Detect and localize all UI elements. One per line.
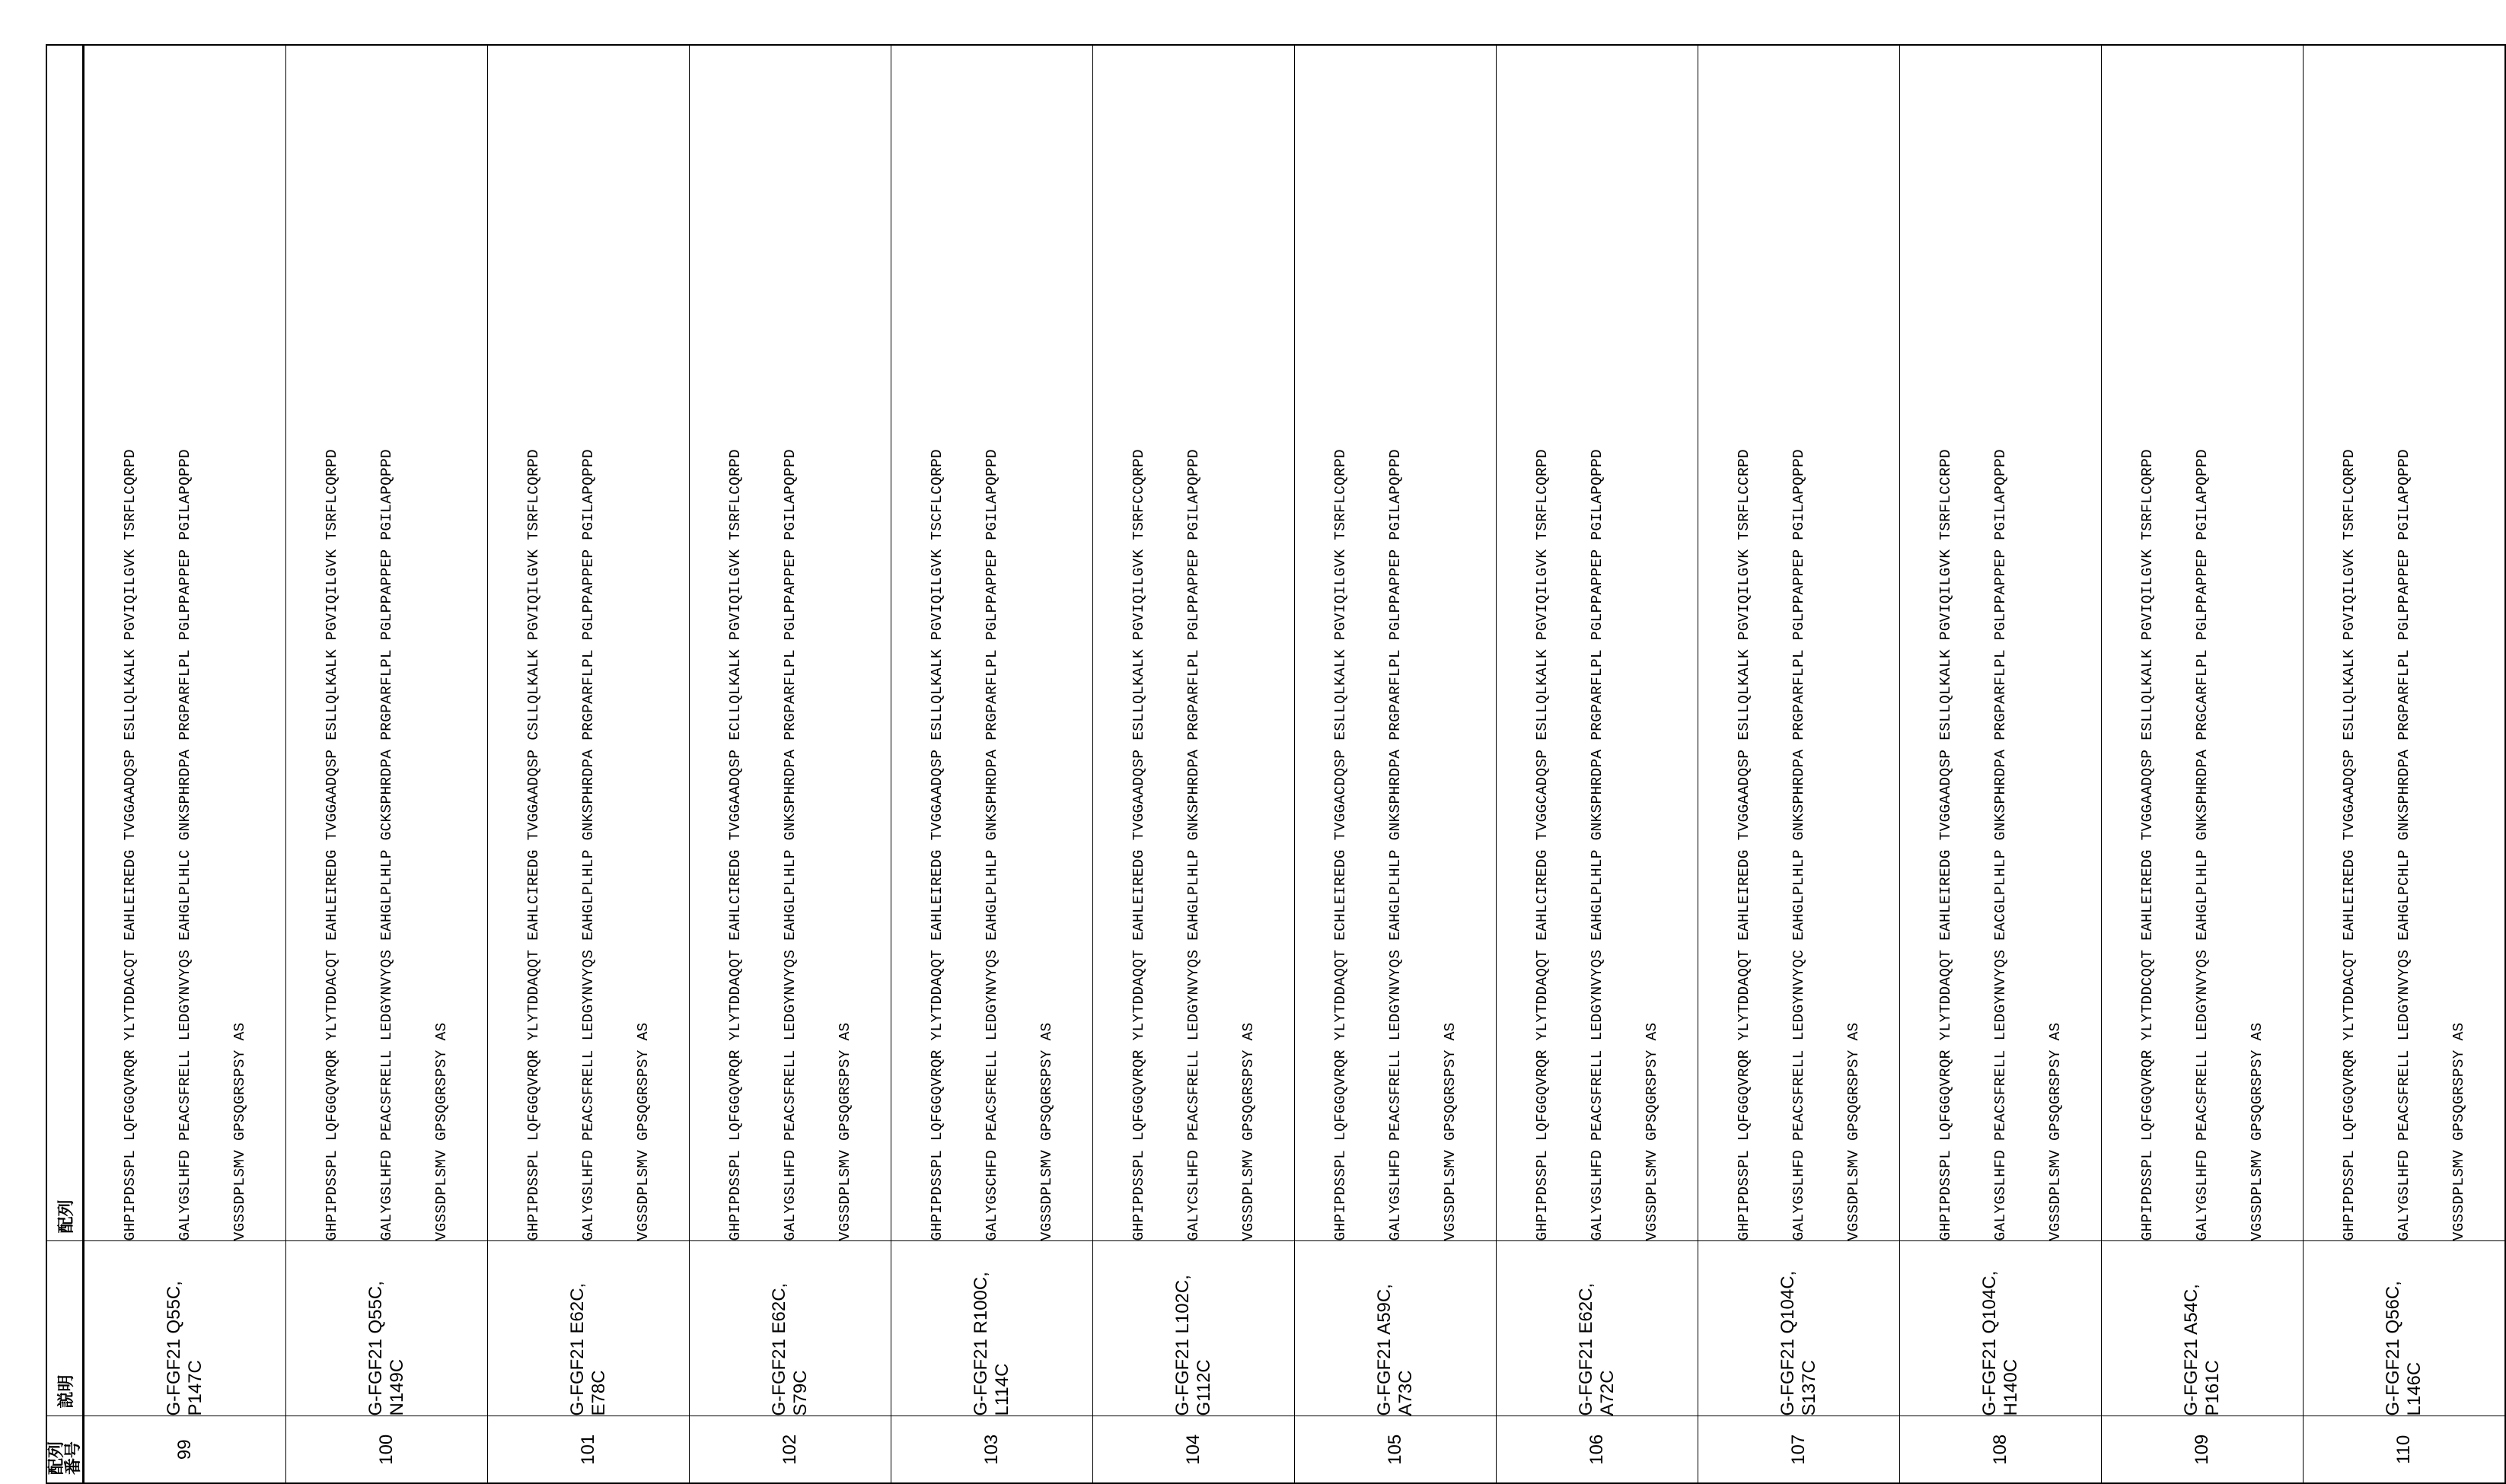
table-row (84, 45, 286, 1483)
sequence-number: 106 (1497, 1416, 1698, 1483)
sequence-number: 107 (1698, 1416, 1900, 1483)
description-line1: G-FGF21 R100C, (971, 1272, 991, 1416)
description (1497, 1241, 1698, 1416)
sequence-number: 104 (1093, 1416, 1295, 1483)
table-row (1093, 45, 1295, 1483)
sequence-line: GHPIPDSSPL LQFGGQVRQR YLYTDDACQT EAHLEIREDG TVGGAADQSP ESLLQLKALK PGVIQILGVK TSRFLCQRPD (122, 449, 139, 1241)
sequence-number: 99 (84, 1416, 286, 1483)
sequence-line: GALYGSLHFD PEACSFRELL LEDGYNVYQS EAHGLPLHLP GNKSPHRDPA PRGCARFLPL PGLPPAPPEP PGILAPQPPD (2194, 449, 2211, 1241)
sequence (690, 45, 891, 1241)
sequence-number: 109 (2102, 1416, 2304, 1483)
description (1093, 1241, 1295, 1416)
sequence-line: VGSSDPLSMV GPSQGRSPSY AS (1845, 1022, 1862, 1241)
sequence-line: GALYGSLHFD PEACSFRELL LEDGYNVYQS EAHGLPLHLP GNKSPHRDPA PRGPARFLPL PGLPPAPPEP PGILAPQPPD (782, 449, 799, 1241)
description-line2: L114C (992, 1363, 1012, 1416)
description-line1: G-FGF21 L102C, (1172, 1275, 1193, 1416)
description (1900, 1241, 2102, 1416)
sequence-line: GALYGSLHFD PEACSFRELL LEDGYNVYQS EAHGLPLHLP GNKSPHRDPA PRGPARFLPL PGLPPAPPEP PGILAPQPPD (1387, 449, 1404, 1241)
sequence (1497, 45, 1698, 1241)
sequence-line: VGSSDPLSMV GPSQGRSPSY AS (1038, 1022, 1055, 1241)
table-row (286, 45, 488, 1483)
table-row (488, 45, 690, 1483)
sequence-line: VGSSDPLSMV GPSQGRSPSY AS (1240, 1022, 1257, 1241)
table-body (84, 45, 2506, 1483)
sequence-number: 110 (2304, 1416, 2506, 1483)
sequence-line: VGSSDPLSMV GPSQGRSPSY AS (837, 1022, 853, 1241)
sequence (1698, 45, 1900, 1241)
description (1295, 1241, 1497, 1416)
sequence-line: VGSSDPLSMV GPSQGRSPSY AS (1442, 1022, 1459, 1241)
header-number-line1: 配列 (46, 1441, 65, 1475)
sequence-line: VGSSDPLSMV GPSQGRSPSY AS (433, 1022, 450, 1241)
sequence-line: VGSSDPLSMV GPSQGRSPSY AS (2249, 1022, 2265, 1241)
sequence-number: 102 (690, 1416, 891, 1483)
sequence-line: GHPIPDSSPL LQFGGQVRQR YLYTDDAQQT EAHLEIREDG TVGGAADQSP ESLLQLKALK PGVIQILGVK TSRFLCCRPD (1736, 449, 1752, 1241)
sequence-line: GALYGSLHFD PEACSFRELL LEDGYNVYQS EACGLPLHLP GNKSPHRDPA PRGPARFLPL PGLPPAPPEP PGILAPQPPD (1992, 449, 2009, 1241)
sequence-line: GHPIPDSSPL LQFGGQVRQR YLYTDDAQQT EAHLCIREDG TVGGCADQSP ESLLQLKALK PGVIQILGVK TSRFLCQRPD (1534, 449, 1551, 1241)
sequence (1295, 45, 1497, 1241)
sequence-line: GALYGSCHFD PEACSFRELL LEDGYNVYQS EAHGLPLHLP GNKSPHRDPA PRGPARFLPL PGLPPAPPEP PGILAPQPPD (984, 449, 1000, 1241)
sequence-line: VGSSDPLSMV GPSQGRSPSY AS (2047, 1022, 2064, 1241)
sequence-table (46, 44, 2506, 1484)
sequence-line: GHPIPDSSPL LQFGGQVRQR YLYTDDAQQT EAHLEIREDG TVGGAADQSP ESLLQLKALK PGVIQILGVK TSRFCCQRPD (1130, 449, 1147, 1241)
sequence-number: 108 (1900, 1416, 2102, 1483)
sequence-line: GALYGSLHFD PEACSFRELL LEDGYNVYQS EAHGLPCHLP GNKSPHRDPA PRGPARFLPL PGLPPAPPEP PGILAPQPPD (2396, 449, 2412, 1241)
table-row (891, 45, 1093, 1483)
description-line2: E78C (588, 1370, 609, 1416)
description-line1: G-FGF21 E62C, (567, 1282, 588, 1416)
sequence-line: VGSSDPLSMV GPSQGRSPSY AS (2450, 1022, 2467, 1241)
description (690, 1241, 891, 1416)
table-header (46, 45, 84, 1483)
description-line2: H140C (2001, 1358, 2021, 1416)
description (2102, 1241, 2304, 1416)
description (84, 1241, 286, 1416)
description-line2: A73C (1395, 1370, 1416, 1416)
table-row (1900, 45, 2102, 1483)
sequence-number: 105 (1295, 1416, 1497, 1483)
description-line2: L146C (2404, 1361, 2425, 1416)
sequence-line: GHPIPDSSPL LQFGGQVRQR YLYTDDACQT EAHLEIREDG TVGGAADQSP ESLLQLKALK PGVIQILGVK TSRFLCQRPD (324, 449, 340, 1241)
description-line2: G112C (1194, 1359, 1214, 1416)
description-line1: G-FGF21 E62C, (1576, 1282, 1596, 1416)
sequence-line: GHPIPDSSPL LQFGGQVRQR YLYTDDAQQT EAHLEIREDG TVGGAADQSP ESLLQLKALK PGVIQILGVK TSCFLCQRPD (929, 449, 945, 1241)
sequence-line: VGSSDPLSMV GPSQGRSPSY AS (231, 1022, 248, 1241)
sequence-line: GALYGSLHFD PEACSFRELL LEDGYNVYQS EAHGLPLHLP GNKSPHRDPA PRGPARFLPL PGLPPAPPEP PGILAPQPPD (1589, 449, 1605, 1241)
sequence-number: 100 (286, 1416, 488, 1483)
description (286, 1241, 488, 1416)
sequence (286, 45, 488, 1241)
rotated-document-page (46, 46, 2467, 1484)
sequence (2102, 45, 2304, 1241)
table-row (1295, 45, 1497, 1483)
description-line1: G-FGF21 Q55C, (365, 1281, 386, 1416)
sequence (84, 45, 286, 1241)
description-line2: N149C (387, 1358, 407, 1416)
sequence-number: 103 (891, 1416, 1093, 1483)
sequence (1093, 45, 1295, 1241)
sequence-number: 101 (488, 1416, 690, 1483)
sequence-line: VGSSDPLSMV GPSQGRSPSY AS (635, 1022, 652, 1241)
description-line1: G-FGF21 Q55C, (164, 1281, 184, 1416)
sequence-line: GHPIPDSSPL LQFGGQVRQR YLYTDDAQQT ECHLEIREDG TVGGACDQSP ESLLQLKALK PGVIQILGVK TSRFLCQRPD (1332, 449, 1349, 1241)
sequence-line: GHPIPDSSPL LQFGGQVRQR YLYTDDAQQT EAHLCIREDG TVGGAADQSP CSLLQLKALK PGVIQILGVK TSRFLCQRPD (525, 449, 542, 1241)
sequence-line: GALYCSLHFD PEACSFRELL LEDGYNVYQS EAHGLPLHLP GNKSPHRDPA PRGPARFLPL PGLPPAPPEP PGILAPQPPD (1185, 449, 1202, 1241)
header-sequence-number (46, 1416, 84, 1483)
table-row (1497, 45, 1698, 1483)
description (1698, 1241, 1900, 1416)
sequence-line: GALYGSLHFD PEACSFRELL LEDGYNVYQS EAHGLPLHLC GNKSPHRDPA PRGPARFLPL PGLPPAPPEP PGILAPQPPD (177, 449, 193, 1241)
description-line1: G-FGF21 Q104C, (1777, 1270, 1798, 1416)
sequence-line: GHPIPDSSPL LQFGGQVRQR YLYTDDAQQT EAHLEIREDG TVGGAADQSP ESLLQLKALK PGVIQILGVK TSRFLCCRPD (1937, 449, 1954, 1241)
sequence (2304, 45, 2506, 1241)
description-line2: S79C (790, 1370, 811, 1416)
description-line1: G-FGF21 E62C, (769, 1282, 789, 1416)
sequence-line: GHPIPDSSPL LQFGGQVRQR YLYTDDCQQT EAHLEIREDG TVGGAADQSP ESLLQLKALK PGVIQILGVK TSRFLCQRPD (2139, 449, 2156, 1241)
description (2304, 1241, 2506, 1416)
header-sequence: 配列 (46, 45, 84, 1241)
sequence-line: GALYGSLHFD PEACSFRELL LEDGYNVYQC EAHGLPLHLP GNKSPHRDPA PRGPARFLPL PGLPPAPPEP PGILAPQPPD (1790, 449, 1807, 1241)
sequence (488, 45, 690, 1241)
table-row (1698, 45, 1900, 1483)
sequence-line: GHPIPDSSPL LQFGGQVRQR YLYTDDACQT EAHLEIREDG TVGGAADQSP ESLLQLKALK PGVIQILGVK TSRFLCQRPD (2341, 449, 2358, 1241)
description-line2: S137C (1799, 1360, 1819, 1416)
sequence-line: VGSSDPLSMV GPSQGRSPSY AS (1644, 1022, 1660, 1241)
description-line1: G-FGF21 Q56C, (2383, 1281, 2403, 1416)
sequence (1900, 45, 2102, 1241)
sequence-line: GALYGSLHFD PEACSFRELL LEDGYNVYQS EAHGLPLHLP GCKSPHRDPA PRGPARFLPL PGLPPAPPEP PGILAPQPPD (378, 449, 395, 1241)
description-line1: G-FGF21 Q104C, (1979, 1270, 2000, 1416)
description-line1: G-FGF21 A54C, (2181, 1284, 2202, 1416)
sequence-line: GHPIPDSSPL LQFGGQVRQR YLYTDDAQQT EAHLCIREDG TVGGAADQSP ECLLQLKALK PGVIQILGVK TSRFLCQRPD (727, 449, 744, 1241)
description (891, 1241, 1093, 1416)
description-line2: P147C (185, 1360, 206, 1416)
sequence-line: GALYGSLHFD PEACSFRELL LEDGYNVYQS EAHGLPLHLP GNKSPHRDPA PRGPARFLPL PGLPPAPPEP PGILAPQPPD (580, 449, 597, 1241)
table-row (2304, 45, 2506, 1483)
description (488, 1241, 690, 1416)
description-line2: P161C (2202, 1360, 2223, 1416)
description-line1: G-FGF21 A59C, (1374, 1284, 1395, 1416)
header-description: 説明 (46, 1241, 84, 1416)
table-row (690, 45, 891, 1483)
header-number-line2: 番号 (63, 1441, 82, 1475)
description-line2: A72C (1597, 1370, 1618, 1416)
table-row (2102, 45, 2304, 1483)
sequence (891, 45, 1093, 1241)
